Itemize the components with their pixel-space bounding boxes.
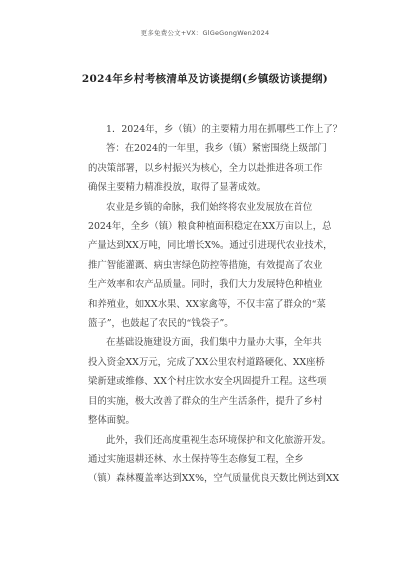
text-line: 此外，我们还高度重视生态环境保护和文化旅游开发。 [106, 434, 332, 446]
text-line: 农业是乡镇的命脉，我们始终将农业发展放在首位 [106, 201, 313, 213]
text-line: 答：在2024的一年里，我乡（镇）紧密围绕上级部门 [106, 143, 327, 155]
question-line: 1．2024年，乡（镇）的主要精力用在抓哪些工作上了？ [106, 124, 343, 135]
paragraph-infrastructure [88, 333, 354, 430]
text-line: 生产效率和农产品质量。同时，我们大力发展特色种植业 [88, 279, 323, 291]
text-line: 篮子”，也鼓起了农民的“钱袋子”。 [88, 318, 234, 330]
paragraph-agriculture [88, 198, 354, 334]
paragraph-answer-intro [88, 139, 354, 197]
header-promo-note: 更多免费公文+VX：GlGeGongWen2024 [140, 29, 270, 37]
text-line: 产量达到XX万吨，同比增长X%。通过引进现代农业技术， [88, 240, 333, 252]
text-line: 投入资金XX万元，完成了XX公里农村道路硬化、XX座桥 [88, 356, 325, 368]
paragraph-ecology [88, 431, 354, 489]
text-line: 的决策部署，以乡村振兴为核心，全力以赴推进各项工作 [88, 162, 323, 174]
text-line: 2024年，全乡（镇）粮食种植面积稳定在XX万亩以上，总 [88, 221, 332, 233]
question-heading [88, 120, 354, 139]
document-title: 2024年乡村考核清单及访谈提纲(乡镇级访谈提纲) [81, 73, 329, 85]
text-line: 在基础设施建设方面，我们集中力量办大事，全年共 [106, 337, 322, 349]
text-line: 整体面貌。 [88, 415, 135, 427]
document-body [88, 120, 354, 489]
text-line: 推广智能灌溉、病虫害绿色防控等措施，有效提高了农业 [88, 259, 323, 271]
text-line: 目的实施，极大改善了群众的生产生活条件，提升了乡村 [88, 395, 323, 407]
text-line: 通过实施退耕还林、水土保持等生态修复工程，全乡 [88, 453, 304, 465]
text-line: 梁新建或维修、XX个村庄饮水安全巩固提升工程。这些项 [88, 376, 327, 388]
text-line: （镇）森林覆盖率达到XX%，空气质量优良天数比例达到XX [88, 473, 340, 485]
text-line: 确保主要精力精准投放，取得了显著成效。 [88, 182, 267, 194]
text-line: 和养殖业，如XX水果、XX家禽等，不仅丰富了群众的“菜 [88, 298, 326, 310]
